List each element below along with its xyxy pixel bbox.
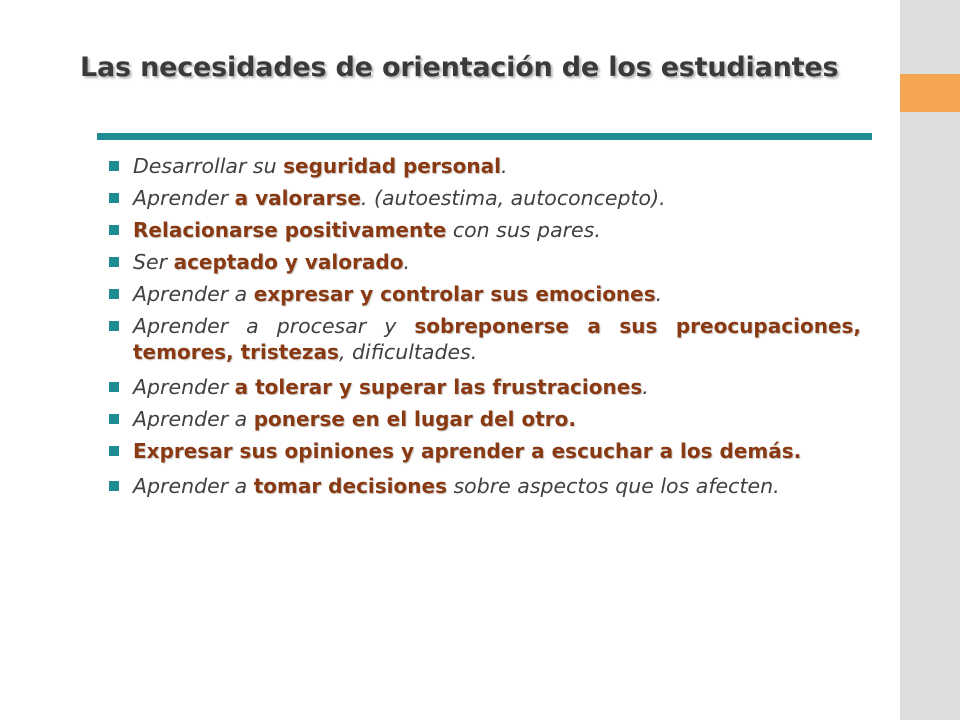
item-8-seg-0: Expresar sus opiniones y aprender a escuchar a los demás. — [133, 439, 802, 463]
item-3-seg-2: . — [403, 250, 410, 274]
item-3-seg-1: aceptado y valorado — [173, 250, 404, 274]
list-item — [105, 313, 861, 365]
side-accent-block — [900, 74, 960, 112]
item-3-seg-0: Ser — [133, 250, 174, 274]
list-item — [105, 473, 861, 499]
list-item — [105, 374, 861, 400]
item-7-seg-1: ponerse en el lugar del otro. — [253, 407, 576, 431]
item-7-seg-0: Aprender a — [133, 407, 254, 431]
square-bullet-icon — [109, 257, 119, 267]
square-bullet-icon — [109, 321, 119, 331]
list-item — [105, 217, 861, 243]
item-4-seg-0: Aprender a — [133, 282, 254, 306]
list-item — [105, 406, 861, 432]
square-bullet-icon — [109, 414, 119, 424]
item-5-seg-1: sobreponerse a sus preocupaciones, temores, tristezas — [133, 314, 861, 364]
item-4-seg-1: expresar y controlar sus emociones — [253, 282, 656, 306]
square-bullet-icon — [109, 161, 119, 171]
item-1-seg-0: Aprender — [133, 186, 235, 210]
square-bullet-icon — [109, 193, 119, 203]
item-5-seg-0: Aprender a procesar y — [133, 314, 415, 338]
item-9-seg-0: Aprender a — [133, 474, 254, 498]
list-item — [105, 185, 861, 211]
square-bullet-icon — [109, 481, 119, 491]
square-bullet-icon — [109, 225, 119, 235]
item-1-seg-1: a valorarse — [234, 186, 361, 210]
item-4-seg-2: . — [655, 282, 663, 306]
square-bullet-icon — [109, 289, 119, 299]
item-6-seg-0: Aprender — [133, 375, 235, 399]
item-6-seg-1: a tolerar y superar las frustraciones — [234, 375, 643, 399]
slide-title: Las necesidades de orientación de los estudiantes — [80, 52, 839, 83]
list-item — [105, 438, 861, 464]
square-bullet-icon — [109, 382, 119, 392]
item-0-seg-0: Desarrollar su — [133, 154, 284, 178]
title-divider — [97, 133, 872, 140]
item-5-seg-2: , dificultades. — [338, 340, 478, 364]
list-item — [105, 249, 861, 275]
needs-list — [105, 153, 861, 505]
item-2-seg-1: con sus pares. — [446, 218, 601, 242]
item-9-seg-2: sobre aspectos que los afecten. — [446, 474, 780, 498]
item-1-seg-2: . (autoestima, autoconcepto). — [360, 186, 666, 210]
item-9-seg-1: tomar decisiones — [253, 474, 447, 498]
item-2-seg-0: Relacionarse positivamente — [133, 218, 447, 242]
list-item — [105, 281, 861, 307]
item-6-seg-2: . — [642, 375, 649, 399]
square-bullet-icon — [109, 446, 119, 456]
list-item — [105, 153, 861, 179]
item-0-seg-2: . — [500, 154, 508, 178]
item-0-seg-1: seguridad personal — [283, 154, 501, 178]
